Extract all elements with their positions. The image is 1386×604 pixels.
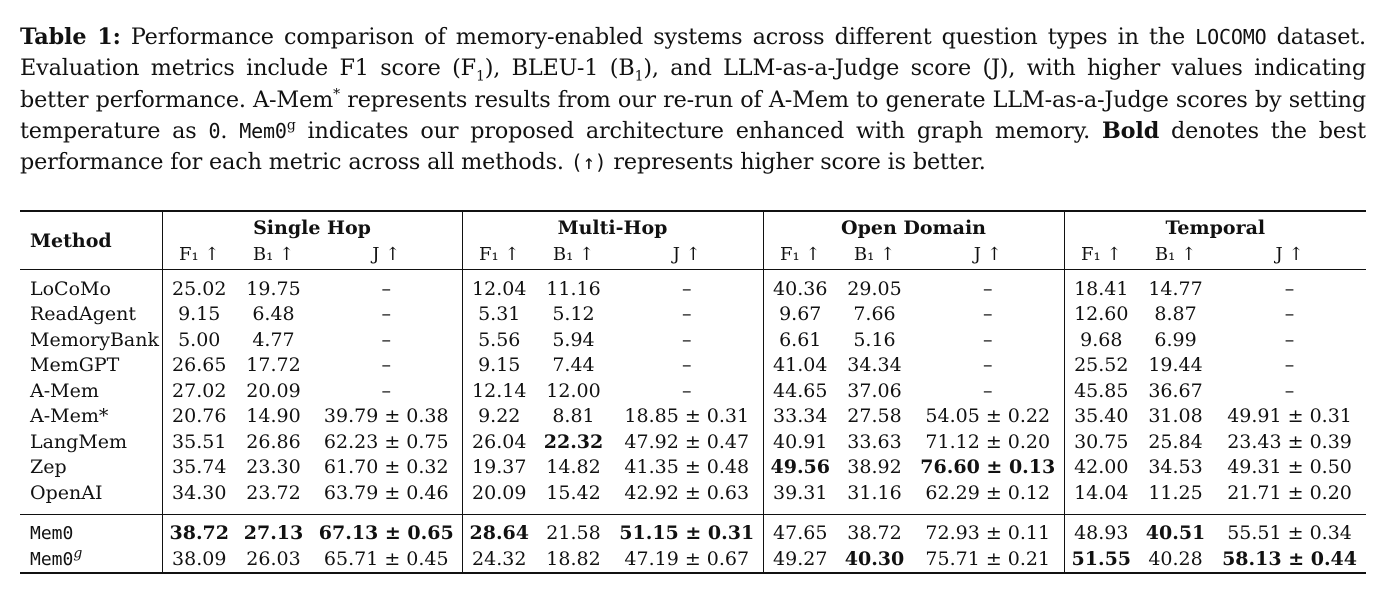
group-header: Temporal — [1064, 211, 1366, 244]
metric-cell: 27.13 — [243, 522, 304, 545]
metric-cell: 26.86 — [246, 430, 301, 453]
column-subheader: B₁ ↑ — [853, 244, 896, 265]
table-row — [20, 327, 1366, 353]
metric-cell: 45.85 — [1064, 378, 1138, 404]
metric-cell: 14.90 — [246, 405, 301, 428]
caption-text: denotes the best performance for each metric across all methods. — [20, 117, 1366, 176]
metric-cell: 40.30 — [837, 546, 912, 573]
metric-cell: 14.82 — [546, 456, 601, 479]
metric-cell: – — [983, 303, 993, 326]
caption-text: ), and LLM-as-a-Judge score (J), with higher values indicating better performance. A-Mem — [20, 55, 1366, 113]
caption-sub: 1 — [475, 68, 485, 85]
group-header: Single Hop — [162, 211, 462, 244]
group-header: Open Domain — [763, 211, 1064, 244]
method-header: Method — [20, 211, 162, 270]
metric-cell: 72.93 ± 0.11 — [925, 522, 1051, 545]
metric-cell: 9.68 — [1064, 327, 1138, 353]
metric-cell: 63.79 ± 0.46 — [323, 481, 449, 504]
method-label: A-Mem — [30, 379, 99, 402]
metric-cell: 40.36 — [763, 276, 837, 302]
metric-cell: – — [381, 277, 391, 300]
metric-cell: – — [682, 303, 692, 326]
metric-cell: 40.51 — [1145, 522, 1206, 545]
metric-cell: – — [983, 277, 993, 300]
method-name — [20, 327, 162, 353]
caption-sub: 1 — [634, 68, 644, 85]
metric-cell: 38.09 — [162, 546, 236, 573]
metric-cell: 42.00 — [1064, 455, 1138, 481]
metric-cell: 62.29 ± 0.12 — [925, 481, 1051, 504]
method-label: MemGPT — [30, 354, 120, 377]
metric-cell: – — [682, 277, 692, 300]
column-subheader: B₁ ↑ — [1154, 244, 1197, 265]
metric-cell: – — [381, 328, 391, 351]
metric-cell: 18.85 ± 0.31 — [624, 405, 750, 428]
metric-cell: 30.75 — [1064, 429, 1138, 455]
table-row — [20, 302, 1366, 328]
metric-cell: – — [381, 379, 391, 402]
column-subheader: F₁ ↑ — [462, 244, 536, 270]
metric-cell: 14.77 — [1148, 277, 1203, 300]
metric-cell: 20.09 — [462, 480, 536, 506]
table-row — [20, 404, 1366, 430]
metric-cell: – — [1284, 277, 1295, 300]
metric-cell: 12.60 — [1064, 302, 1138, 328]
metric-cell: 5.56 — [462, 327, 536, 353]
metric-cell: – — [1284, 379, 1295, 402]
metric-cell: – — [983, 354, 993, 377]
metric-cell: 42.92 ± 0.63 — [624, 481, 750, 504]
metric-cell: 38.72 — [162, 521, 236, 547]
metric-cell: 5.00 — [162, 327, 236, 353]
metric-cell: 49.27 — [763, 546, 837, 573]
metric-cell: 75.71 ± 0.21 — [912, 546, 1064, 573]
metric-cell: 25.02 — [162, 276, 236, 302]
metric-cell: 21.71 ± 0.20 — [1227, 481, 1352, 504]
metric-cell: 4.77 — [252, 328, 295, 351]
metric-cell: 39.31 — [763, 480, 837, 506]
column-subheader: F₁ ↑ — [763, 244, 837, 270]
metric-cell: 62.23 ± 0.75 — [323, 430, 449, 453]
metric-cell: 7.66 — [853, 303, 896, 326]
metric-cell: 8.81 — [552, 405, 595, 428]
metric-cell: – — [983, 328, 993, 351]
method-name — [20, 429, 162, 455]
column-subheader: B₁ ↑ — [252, 244, 295, 265]
column-subheader: J ↑ — [372, 244, 401, 265]
metric-cell: 51.55 — [1064, 546, 1138, 573]
caption-text: Performance comparison of memory-enabled systems across different question types in the — [120, 24, 1196, 50]
method-label: Mem0 — [30, 523, 74, 545]
metric-cell: 40.28 — [1138, 546, 1213, 573]
metric-cell: 6.99 — [1154, 328, 1197, 351]
metric-cell: 17.72 — [246, 354, 301, 377]
metric-cell: 26.65 — [162, 353, 236, 379]
metric-cell: 41.35 ± 0.48 — [624, 456, 750, 479]
table-row — [20, 455, 1366, 481]
caption-mem0: Mem0 — [239, 118, 287, 143]
metric-cell: 41.04 — [763, 353, 837, 379]
metric-cell: 12.04 — [462, 276, 536, 302]
metric-cell: 26.04 — [462, 429, 536, 455]
method-label: LangMem — [30, 430, 128, 453]
metric-cell: 31.08 — [1148, 405, 1203, 428]
method-name — [20, 521, 162, 547]
table-row — [20, 480, 1366, 506]
column-subheader: F₁ ↑ — [162, 244, 236, 270]
caption-text: represents results from our re-run of A-Mem to generate LLM-as-a-Judge scores by setting temperature as — [20, 86, 1366, 144]
metric-cell: 47.19 ± 0.67 — [611, 546, 763, 573]
metric-cell: 47.92 ± 0.47 — [624, 430, 750, 453]
column-subheader: B₁ ↑ — [552, 244, 595, 265]
method-name — [20, 404, 162, 430]
metric-cell: – — [1284, 328, 1295, 351]
metric-cell: 23.72 — [246, 481, 301, 504]
metric-cell: 55.51 ± 0.34 — [1227, 522, 1352, 545]
method-name — [20, 480, 162, 506]
metric-cell: 25.84 — [1148, 430, 1203, 453]
metric-cell: – — [1284, 354, 1295, 377]
metric-cell: 9.15 — [162, 302, 236, 328]
metric-cell: 48.93 — [1064, 521, 1138, 547]
table-row — [20, 521, 1366, 547]
caption-text: . — [220, 117, 240, 144]
metric-cell: 29.05 — [847, 277, 902, 300]
metric-cell: 27.58 — [847, 405, 902, 428]
group-header: Multi-Hop — [462, 211, 763, 244]
metric-cell: 61.70 ± 0.32 — [323, 456, 449, 479]
metric-cell: 20.09 — [246, 379, 301, 402]
metric-cell: 54.05 ± 0.22 — [925, 405, 1051, 428]
metric-cell: 26.03 — [236, 546, 311, 573]
method-label: Mem0 — [30, 548, 74, 570]
metric-cell: 58.13 ± 0.44 — [1213, 546, 1366, 573]
metric-cell: 6.61 — [763, 327, 837, 353]
caption-text: dataset. Evaluation metrics include F1 score (F — [20, 24, 1366, 82]
method-label: A-Mem* — [30, 405, 109, 428]
metric-cell: 23.30 — [246, 456, 301, 479]
metric-cell: – — [381, 354, 391, 377]
metric-cell: 18.41 — [1064, 276, 1138, 302]
column-subheader: J ↑ — [672, 244, 701, 265]
metric-cell: 18.82 — [536, 546, 611, 573]
caption-bold-word: Bold — [1101, 117, 1160, 144]
metric-cell: 5.16 — [853, 328, 896, 351]
method-name — [20, 353, 162, 379]
metric-cell: 5.31 — [462, 302, 536, 328]
metric-cell: 51.15 ± 0.31 — [619, 522, 755, 545]
metric-cell: 35.74 — [162, 455, 236, 481]
metric-cell: 23.43 ± 0.39 — [1227, 430, 1352, 453]
caption-text: represents higher score is better. — [606, 149, 986, 176]
metric-cell: 7.44 — [552, 354, 595, 377]
metric-cell: 67.13 ± 0.65 — [318, 522, 454, 545]
table-row — [20, 429, 1366, 455]
metric-cell: 38.72 — [847, 522, 902, 545]
metric-cell: 5.12 — [552, 303, 595, 326]
caption-arrow: (↑) — [570, 150, 607, 175]
metric-cell: 25.52 — [1064, 353, 1138, 379]
metric-cell: 34.53 — [1148, 456, 1203, 479]
metric-cell: 27.02 — [162, 378, 236, 404]
table-caption — [20, 22, 1366, 178]
metric-cell: 37.06 — [847, 379, 902, 402]
metric-cell: 34.34 — [847, 354, 902, 377]
metric-cell: 22.32 — [543, 430, 604, 453]
column-subheader: J ↑ — [1275, 244, 1304, 265]
metric-cell: 49.31 ± 0.50 — [1227, 456, 1352, 479]
metric-cell: 39.79 ± 0.38 — [323, 405, 449, 428]
metric-cell: 9.15 — [462, 353, 536, 379]
metric-cell: – — [983, 379, 993, 402]
metric-cell: 76.60 ± 0.13 — [920, 456, 1056, 479]
metric-cell: 31.16 — [847, 481, 902, 504]
metric-cell: 11.25 — [1148, 481, 1203, 504]
caption-sup: * — [333, 86, 340, 103]
metric-cell: 14.04 — [1064, 480, 1138, 506]
table-row — [20, 546, 1366, 573]
metric-cell: – — [1284, 303, 1295, 326]
caption-text: ), BLEU-1 (B — [484, 55, 635, 82]
metric-cell: 38.92 — [847, 456, 902, 479]
metric-cell: – — [682, 379, 692, 402]
metric-cell: 49.91 ± 0.31 — [1227, 405, 1352, 428]
metric-cell: 12.00 — [546, 379, 601, 402]
method-name — [20, 546, 162, 573]
metric-cell: 49.56 — [763, 455, 837, 481]
metric-cell: 40.91 — [763, 429, 837, 455]
metric-cell: 12.14 — [462, 378, 536, 404]
method-label: MemoryBank — [30, 328, 160, 351]
metric-cell: 11.16 — [546, 277, 601, 300]
caption-label: Table 1: — [20, 24, 121, 50]
metric-cell: 71.12 ± 0.20 — [925, 430, 1051, 453]
metric-cell: – — [682, 354, 692, 377]
metric-cell: 24.32 — [462, 546, 536, 573]
method-label: OpenAI — [30, 481, 103, 504]
metric-cell: 28.64 — [462, 521, 536, 547]
metric-cell: 35.40 — [1064, 404, 1138, 430]
method-name — [20, 276, 162, 302]
method-name — [20, 455, 162, 481]
table-row — [20, 378, 1366, 404]
caption-sup: g — [286, 117, 296, 134]
caption-mono: 0 — [208, 118, 221, 143]
metric-cell: 44.65 — [763, 378, 837, 404]
metric-cell: 35.51 — [162, 429, 236, 455]
method-name — [20, 302, 162, 328]
metric-cell: 33.34 — [763, 404, 837, 430]
metric-cell: 34.30 — [162, 480, 236, 506]
metric-cell: 47.65 — [763, 521, 837, 547]
method-label: LoCoMo — [30, 277, 111, 300]
metric-cell: 19.37 — [462, 455, 536, 481]
metric-cell: – — [682, 328, 692, 351]
column-subheader: J ↑ — [973, 244, 1002, 265]
method-superscript: g — [73, 545, 83, 562]
metric-cell: 15.42 — [546, 481, 601, 504]
table-row — [20, 353, 1366, 379]
caption-text: indicates our proposed architecture enhanced with graph memory. — [295, 117, 1102, 144]
metric-cell: 5.94 — [552, 328, 595, 351]
method-label: ReadAgent — [30, 303, 137, 326]
metric-cell: 8.87 — [1154, 303, 1197, 326]
metric-cell: 65.71 ± 0.45 — [311, 546, 462, 573]
metric-cell: 33.63 — [847, 430, 902, 453]
metric-cell: 9.67 — [763, 302, 837, 328]
table-row — [20, 276, 1366, 302]
metric-cell: – — [381, 303, 391, 326]
metric-cell: 19.44 — [1148, 354, 1203, 377]
metric-cell: 19.75 — [246, 277, 301, 300]
method-name — [20, 378, 162, 404]
caption-dataset: LOCOMO — [1195, 25, 1267, 49]
results-table — [20, 210, 1366, 574]
metric-cell: 20.76 — [162, 404, 236, 430]
metric-cell: 9.22 — [462, 404, 536, 430]
metric-cell: 21.58 — [546, 522, 601, 545]
metric-cell: 6.48 — [252, 303, 295, 326]
column-subheader: F₁ ↑ — [1064, 244, 1138, 270]
method-label: Zep — [30, 456, 67, 479]
metric-cell: 36.67 — [1148, 379, 1203, 402]
